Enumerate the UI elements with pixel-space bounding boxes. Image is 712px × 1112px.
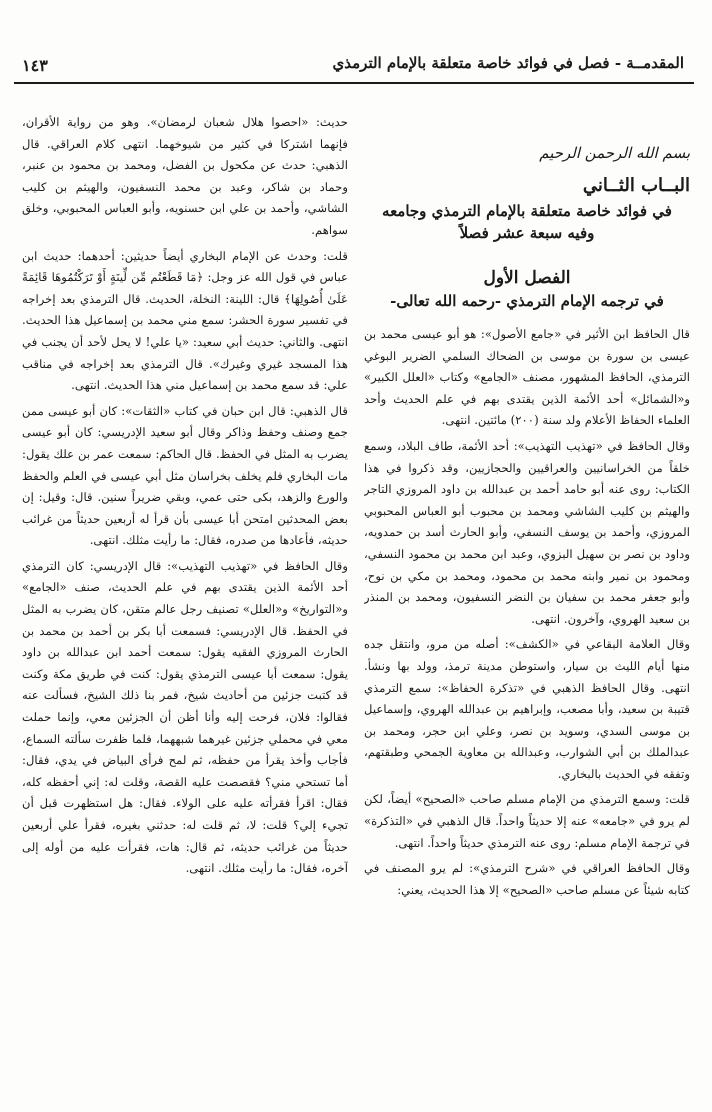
paragraph: وقال الحافظ في «تهذيب التهذيب»: قال الإدريسي: كان الترمذي أحد الأئمة الذين يقتدى بهم في علم الحديث، صنف «الجامع» و«التواريخ» و«العلل» تصنيف رجل عالم متقن، كان يضرب به المثل في الحفظ. قال الإدريسي: فسمعت أبا بكر بن أحمد بن محمد بن الحارث المروزي الفقيه يقول: سمعت أحمد ابن عبدالله بن داود يقول: سمعت أبا عيسى الترمذي يقول: كنت في طريق مكة وكنت قد كتبت جزئين من أحاديث شيخ، فمر بنا ذلك الشيخ، فسألت عنه فقالوا: فلان، فرحت إليه وأنا أظن أن الجزئين معي، وإنما حملت معي في محملي جزئين غيرهما شبههما، فلما ظفرت سألته السماع، فأجاب وأخذ يقرأ من حفظه، ثم لمح فرأى البياض في يدي، فقال: أما تستحي مني؟ فقصصت عليه القصة، وقلت له: إني أحفظه كله، فقال: اقرأ فقرأته عليه على الولاء. فقال: هل استظهرت قبل أن تجيء إلي؟ قلت: لا، ثم قلت له: حدثني بغيره، فقرأ علي أربعين حديثاً من غرائب حديثه، ثم قال: هات، فقرأت عليه من أوله إلى آخره، فقال: ما رأيت مثلك. انتهى. — [22, 558, 348, 876]
chapter-title: البــاب الثــاني — [582, 175, 690, 196]
right-column — [364, 112, 690, 1097]
paragraph: وقال الحافظ في «تهذيب التهذيب»: أحد الأئمة، طاف البلاد، وسمع خلقاً من الخراسانيين والعراقيين والحجازيين، وقد ذكروا في هذا الكتاب: روى عنه أبو حامد أحمد بن عبدالله بن داود المروزي التاجر والهيثم بن كليب الشاشي ومحمد بن محبوب أبو العباس المحبوبي المروزي، وأحمد بن يوسف النسفي، وأبو الحارث أسد بن حمدويه، وداود بن نصر بن سهيل البزوي، وعبد ابن محمد بن محمود النسفي، ومحمود بن نمير وابنه محمد بن محمود، ومحمد بن مكي بن نوح، وأبو جعفر محمد بن سفيان بن النضر النسفيون، ومحمد بن المنذر بن سعيد الهروي، وآخرون. انتهى. — [364, 438, 690, 626]
paragraph: قلت: وسمع الترمذي من الإمام مسلم صاحب «الصحيح» أيضاً، لكن لم يرو في «جامعه» عنه إلا حديثاً واحداً. قال الذهبي في «التذكرة» في ترجمة الإمام مسلم: روى عنه الترمذي حديثاً واحداً. انتهى. — [364, 792, 690, 850]
chapter-subtitle-line-2: وفيه سبعة عشر فصلاً — [459, 224, 595, 242]
basmala: بسم الله الرحمن الرحيم — [539, 144, 690, 162]
paragraph: قال الحافظ ابن الأثير في «جامع الأصول»: هو أبو عيسى محمد بن عيسى بن سورة بن موسى بن الضحاك السلمي الضرير البوغي الترمذي، الحافظ المشهور، مصنف «الجامع» وكتاب «العلل الكبير» و«الشمائل» أحد الأئمة الذين يقتدى بهم في علم الحديث وأحد العلماء الحفاظ الأعلام ولد سنة (٢٠٠) مائتين. انتهى. — [364, 327, 690, 428]
left-column — [22, 112, 348, 1097]
running-header-title: المقدمــة - فصل في فوائد خاصة متعلقة بالإمام الترمذي — [332, 54, 684, 72]
paragraph: قال الذهبي: قال ابن حبان في كتاب «الثقات»: كان أبو عيسى ممن جمع وصنف وحفظ وذاكر وقال أبو سعيد الإدريسي: كان أبو عيسى يضرب به المثل في الحفظ. قال الحاكم: سمعت عمر بن علك يقول: مات البخاري فلم يخلف بخراسان مثل أبي عيسى في العلم والحفظ والورع والزهد، بكى حتى عمي، وبقي ضريراً سنين. قال: وقيل: إن بعض المحدثين امتحن أبا عيسى بأن قرأ له أربعين حديثاً من غرائب حديثه، فأعادها من صدره، فقال: ما رأيت مثلك. انتهى. — [22, 403, 348, 548]
section-title: الفصل الأول — [483, 268, 571, 288]
chapter-subtitle — [364, 200, 690, 244]
section-subtitle: في ترجمه الإمام الترمذي -رحمه الله تعالى- — [390, 292, 664, 310]
paragraph: وقال العلامة البقاعي في «الكشف»: أصله من مرو، وانتقل جده منها أيام الليث بن سيار، واستوطن مدينة ترمذ، وولد بها ونشأ. انتهى. وقال الحافظ الذهبي في «تذكرة الحفاظ»: سمع الترمذي قتيبة بن سعيد، وأبا مصعب، وإبراهيم بن عبدالله الهروي، وإسماعيل بن موسى السدي، وسويد بن نصر، وعلي ابن حجر، ومحمد بن عبدالملك بن أبي الشوارب، وعبدالله بن معاوية الجمحي وطبقتهم، وتفقه في الحديث بالبخاري. — [364, 637, 690, 781]
paragraph: قلت: وحدث عن الإمام البخاري أيضاً حديثين: أحدهما: حديث ابن عباس في قول الله عز وجل: ﴿مَا قَطَعْتُم مِّن لِّينَةٍ أَوْ تَرَكْتُمُوهَا قَائِمَةً عَلَىٰ أُصُولِهَا﴾ قال: اللينة: النخلة، الحديث. قال الترمذي بعد إخراجه في تفسير سورة الحشر: سمع مني محمد بن إسماعيل هذا الحديث. انتهى. والثاني: حديث أبي سعيد: «يا علي! لا يحل لأحد أن يجنب في هذا المسجد غيري وغيرك». قال الترمذي بعد إخراجه في مناقب علي: قد سمع محمد بن إسماعيل مني هذا الحديث. انتهى. — [22, 248, 348, 393]
chapter-subtitle-line-1: في فوائد خاصة متعلقة بالإمام الترمذي وجامعه — [382, 202, 672, 220]
paragraph: حديث: «احصوا هلال شعبان لرمضان». وهو من رواية الأقران، فإنهما اشتركا في كثير من شيوخهما. انتهى كلام العراقي. قال الذهبي: حدث عن مكحول بن الفضل، ومحمد بن محمود بن عنبر، وحماد بن شاكر، وعبد بن محمد النسفيون، والهيثم بن كليب الشاشي، وأحمد بن علي ابن حسنويه، وأبو العباس المحبوبي، وخلق سواهم. — [22, 115, 348, 237]
header-rule — [14, 82, 694, 84]
running-header — [14, 50, 698, 80]
paragraph: وقال الحافظ العراقي في «شرح الترمذي»: لم يرو المصنف في كتابه شيئاً عن مسلم صاحب «الصحيح» إلا هذا الحديث، يعني: — [364, 861, 690, 897]
page-number: ١٤٣ — [22, 56, 48, 75]
